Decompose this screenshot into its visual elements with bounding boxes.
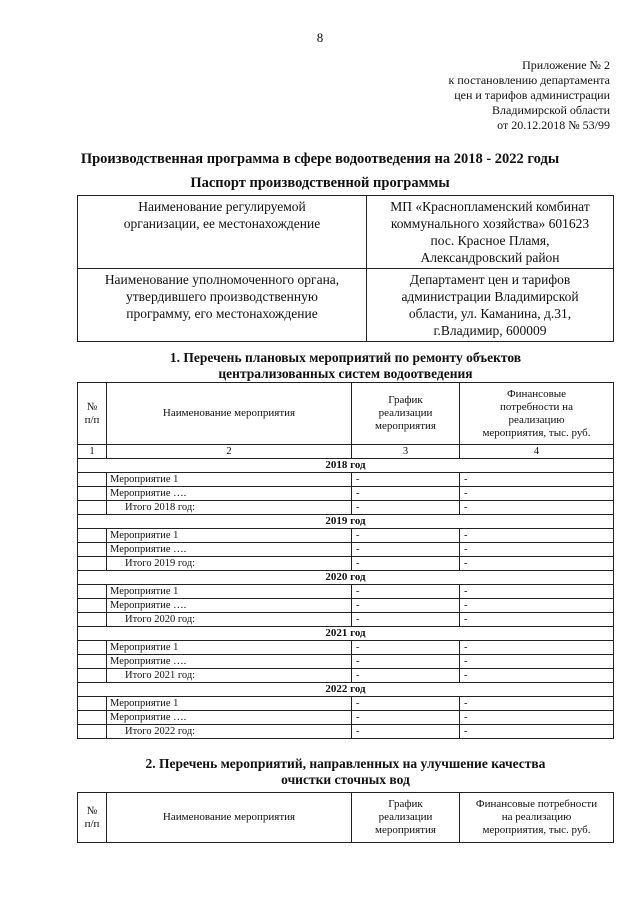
text-line: централизованных систем водоотведения	[218, 366, 473, 381]
header-cell-finance	[460, 383, 614, 445]
text-line: График	[388, 394, 423, 406]
table-row	[78, 711, 614, 725]
text-line: Финансовые потребности	[475, 798, 598, 810]
main-title: Производственная программа в сфере водоотведения на 2018 - 2022 годы	[80, 151, 560, 167]
quality-activities-table	[77, 792, 614, 843]
schedule-value: -	[352, 599, 460, 613]
finance-value: -	[460, 697, 614, 711]
text-line: Наименование уполномоченного органа,	[104, 272, 340, 287]
column-numbers-row	[78, 445, 614, 459]
total-row	[78, 501, 614, 515]
table-row	[78, 599, 614, 613]
header-cell-finance	[460, 793, 614, 843]
year-label: 2018 год	[78, 459, 614, 473]
text-line: МП «Краснопламенский комбинат	[390, 199, 590, 214]
header-cell-number	[78, 793, 107, 843]
finance-value: -	[460, 557, 614, 571]
total-row	[78, 613, 614, 627]
finance-value: -	[460, 543, 614, 557]
passport-value	[367, 269, 614, 342]
page-number: 8	[316, 30, 324, 45]
year-row	[78, 459, 614, 473]
activity-name: Мероприятие 1	[107, 529, 352, 543]
year-row	[78, 683, 614, 697]
header-cell-schedule	[352, 793, 460, 843]
table-header-row	[78, 383, 614, 445]
finance-value: -	[460, 669, 614, 683]
passport-title: Паспорт производственной программы	[190, 175, 450, 191]
column-number: 1	[78, 445, 107, 459]
total-label: Итого 2021 год:	[107, 669, 352, 683]
passport-label	[78, 196, 367, 269]
text-line: г.Владимир, 600009	[433, 323, 547, 338]
header-cell-number	[78, 383, 107, 445]
finance-value: -	[460, 585, 614, 599]
text-line: Департамент цен и тарифов	[409, 272, 571, 287]
activity-name: Мероприятие 1	[107, 585, 352, 599]
passport-row	[78, 196, 614, 269]
text-line: потребности на	[500, 400, 573, 413]
text-line: коммунального хозяйства» 601623	[390, 216, 590, 231]
table-row	[78, 641, 614, 655]
total-label: Итого 2020 год:	[107, 613, 352, 627]
text-line: п/п	[84, 413, 100, 426]
text-line: реализации	[378, 811, 433, 823]
activity-name: Мероприятие ….	[107, 599, 352, 613]
total-label: Итого 2019 год:	[107, 557, 352, 571]
schedule-value: -	[352, 641, 460, 655]
passport-row	[78, 269, 614, 342]
activity-name: Мероприятие 1	[107, 473, 352, 487]
text-line: №	[86, 804, 98, 817]
table-row	[78, 585, 614, 599]
activity-name: Мероприятие ….	[107, 711, 352, 725]
total-row	[78, 557, 614, 571]
total-label: Итого 2022 год:	[107, 725, 352, 739]
schedule-value: -	[352, 557, 460, 571]
table-row	[78, 655, 614, 669]
text-line: Наименование мероприятия	[162, 811, 296, 823]
finance-value: -	[460, 501, 614, 515]
passport-value	[367, 196, 614, 269]
header-cell-name	[107, 383, 352, 445]
activity-name: Мероприятие ….	[107, 543, 352, 557]
schedule-value: -	[352, 585, 460, 599]
schedule-value: -	[352, 613, 460, 627]
appendix-line: цен и тарифов администрации	[454, 88, 610, 102]
text-line: п/п	[84, 817, 100, 830]
text-line: очистки сточных вод	[281, 772, 410, 787]
activity-name: Мероприятие ….	[107, 655, 352, 669]
text-line: График	[388, 798, 423, 810]
text-line: 1. Перечень плановых мероприятий по ремонту объектов	[169, 350, 522, 365]
schedule-value: -	[352, 487, 460, 501]
header-cell-name	[107, 793, 352, 843]
table-header-row	[78, 793, 614, 843]
finance-value: -	[460, 655, 614, 669]
schedule-value: -	[352, 473, 460, 487]
text-line: программу, его местонахождение	[126, 306, 318, 321]
column-number: 4	[460, 445, 614, 459]
text-line: Александровский район	[420, 250, 560, 265]
year-row	[78, 515, 614, 529]
text-line: на реализацию	[501, 811, 572, 823]
schedule-value: -	[352, 725, 460, 739]
appendix-line: к постановлению департамента	[448, 73, 610, 87]
text-line: мероприятия	[375, 824, 436, 836]
year-label: 2019 год	[78, 515, 614, 529]
finance-value: -	[460, 599, 614, 613]
table-row	[78, 697, 614, 711]
schedule-value: -	[352, 711, 460, 725]
year-label: 2022 год	[78, 683, 614, 697]
finance-value: -	[460, 711, 614, 725]
text-line: реализации	[378, 407, 433, 419]
column-number: 3	[352, 445, 460, 459]
text-line: Наименование регулируемой	[138, 199, 306, 214]
table-row	[78, 529, 614, 543]
finance-value: -	[460, 487, 614, 501]
schedule-value: -	[352, 655, 460, 669]
finance-value: -	[460, 473, 614, 487]
year-row	[78, 627, 614, 641]
passport-label	[78, 269, 367, 342]
activity-name: Мероприятие 1	[107, 697, 352, 711]
activity-name: Мероприятие ….	[107, 487, 352, 501]
repair-activities-table	[77, 382, 614, 739]
table-row	[78, 473, 614, 487]
section1-title	[77, 350, 614, 382]
header-cell-schedule	[352, 383, 460, 445]
total-row	[78, 725, 614, 739]
schedule-value: -	[352, 529, 460, 543]
finance-value: -	[460, 641, 614, 655]
column-number: 2	[107, 445, 352, 459]
text-line: 2. Перечень мероприятий, направленных на улучшение качества	[145, 756, 546, 771]
section2-title	[77, 756, 614, 788]
total-label: Итого 2018 год:	[107, 501, 352, 515]
appendix-note	[405, 58, 610, 133]
year-label: 2021 год	[78, 627, 614, 641]
total-row	[78, 669, 614, 683]
text-line: мероприятия	[375, 420, 436, 432]
schedule-value: -	[352, 543, 460, 557]
finance-value: -	[460, 529, 614, 543]
appendix-line: Приложение № 2	[522, 58, 610, 72]
text-line: области, ул. Каманина, д.31,	[408, 306, 572, 321]
activity-name: Мероприятие 1	[107, 641, 352, 655]
table-row	[78, 543, 614, 557]
text-line: пос. Красное Пламя,	[430, 233, 550, 248]
year-row	[78, 571, 614, 585]
text-line: организации, ее местонахождение	[123, 216, 321, 231]
finance-value: -	[460, 613, 614, 627]
text-line: реализацию	[508, 413, 565, 426]
schedule-value: -	[352, 669, 460, 683]
passport-table	[77, 195, 614, 342]
schedule-value: -	[352, 697, 460, 711]
year-label: 2020 год	[78, 571, 614, 585]
appendix-line: от 20.12.2018 № 53/99	[497, 118, 610, 132]
table-row	[78, 487, 614, 501]
text-line: мероприятия, тыс. руб.	[482, 426, 591, 439]
text-line: мероприятия, тыс. руб.	[482, 824, 591, 836]
text-line: Наименование мероприятия	[162, 407, 296, 419]
text-line: №	[86, 400, 98, 413]
appendix-line: Владимирской области	[492, 103, 610, 117]
text-line: Финансовые	[506, 387, 567, 400]
finance-value: -	[460, 725, 614, 739]
text-line: администрации Владимирской	[401, 289, 579, 304]
text-line: утвердившего производственную	[126, 289, 318, 304]
schedule-value: -	[352, 501, 460, 515]
